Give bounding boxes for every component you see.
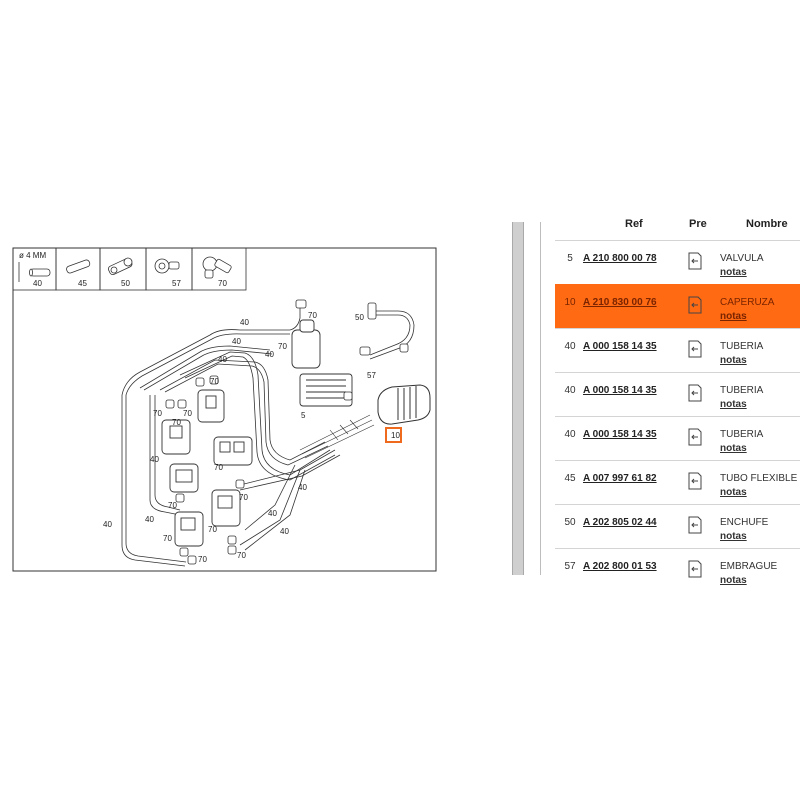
row-quantity: 50 xyxy=(564,517,576,528)
legend-fitting-icon xyxy=(203,257,232,278)
callout-70: 70 xyxy=(308,311,317,320)
part-name: ENCHUFE xyxy=(720,517,769,528)
callout-70: 70 xyxy=(208,525,217,534)
row-quantity: 5 xyxy=(567,253,573,264)
legend-hose-icon xyxy=(66,259,91,274)
notes-link[interactable]: notas xyxy=(720,487,747,498)
part-reference-link[interactable]: A 202 800 01 53 xyxy=(583,561,657,572)
document-arrow-icon[interactable] xyxy=(688,252,702,270)
callout-70: 70 xyxy=(237,551,246,560)
document-arrow-icon[interactable] xyxy=(688,384,702,402)
callout-50: 50 xyxy=(355,313,364,322)
document-arrow-icon[interactable] xyxy=(688,428,702,446)
document-arrow-icon[interactable] xyxy=(688,340,702,358)
table-row[interactable] xyxy=(555,504,800,548)
notes-link[interactable]: notas xyxy=(720,355,747,366)
callout-40: 40 xyxy=(268,509,277,518)
cap-part-drawing xyxy=(378,385,430,424)
part-name: EMBRAGUE xyxy=(720,561,778,572)
row-quantity: 45 xyxy=(564,473,576,484)
row-quantity: 10 xyxy=(564,297,576,308)
part-name: CAPERUZA xyxy=(720,297,775,308)
row-quantity: 40 xyxy=(564,341,576,352)
notes-link[interactable]: notas xyxy=(720,267,747,278)
document-arrow-icon[interactable] xyxy=(688,560,702,578)
legend-plug-icon xyxy=(107,257,133,275)
notes-link[interactable]: notas xyxy=(720,443,747,454)
part-reference-link[interactable]: A 210 800 00 78 xyxy=(583,253,657,264)
document-arrow-icon[interactable] xyxy=(688,516,702,534)
callout-70: 70 xyxy=(163,534,172,543)
legend-code-57: 57 xyxy=(172,279,181,288)
table-row[interactable] xyxy=(555,372,800,416)
part-name: TUBERIA xyxy=(720,385,764,396)
valve-blocks xyxy=(162,320,352,546)
part-name: TUBERIA xyxy=(720,341,764,352)
callout-70: 70 xyxy=(198,555,207,564)
row-quantity: 40 xyxy=(564,429,576,440)
table-row[interactable] xyxy=(555,328,800,372)
callout-40: 40 xyxy=(150,455,159,464)
document-arrow-icon[interactable] xyxy=(688,296,702,314)
legend-coupling-icon xyxy=(155,259,179,273)
table-row[interactable] xyxy=(555,548,800,592)
part-reference-link[interactable]: A 000 158 14 35 xyxy=(583,341,657,352)
callouts xyxy=(103,311,400,564)
callout-40: 40 xyxy=(280,527,289,536)
scrollbar[interactable] xyxy=(512,222,524,575)
part-name: TUBERIA xyxy=(720,429,764,440)
legend-spec-label: ø 4 MM xyxy=(19,251,47,260)
legend-code-70: 70 xyxy=(218,279,227,288)
callout-70: 70 xyxy=(278,342,287,351)
callout-40: 40 xyxy=(232,337,241,346)
legend-code-45: 45 xyxy=(78,279,87,288)
column-header-pre[interactable]: Pre xyxy=(689,218,707,230)
notes-link[interactable]: notas xyxy=(720,531,747,542)
document-arrow-icon[interactable] xyxy=(688,472,702,490)
notes-link[interactable]: notas xyxy=(720,575,747,586)
table-row[interactable] xyxy=(555,416,800,460)
callout-57: 57 xyxy=(367,371,376,380)
row-quantity: 40 xyxy=(564,385,576,396)
parts-table xyxy=(541,218,800,586)
part-name: TUBO FLEXIBLE xyxy=(720,473,798,484)
legend-code-40: 40 xyxy=(33,279,42,288)
callout-40: 40 xyxy=(298,483,307,492)
column-header-ref[interactable]: Ref xyxy=(625,218,643,230)
notes-link[interactable]: notas xyxy=(720,399,747,410)
tube-brush xyxy=(300,415,374,458)
part-reference-link[interactable]: A 000 158 14 35 xyxy=(583,429,657,440)
table-row[interactable] xyxy=(555,240,800,284)
row-quantity: 57 xyxy=(564,561,576,572)
callout-40: 40 xyxy=(265,350,274,359)
callout-5: 5 xyxy=(301,411,306,420)
callout-70: 70 xyxy=(183,409,192,418)
part-reference-link[interactable]: A 210 830 00 76 xyxy=(583,297,657,308)
callout-70: 70 xyxy=(210,377,219,386)
table-row-selected[interactable] xyxy=(555,284,800,328)
callout-70: 70 xyxy=(214,463,223,472)
callout-40: 40 xyxy=(145,515,154,524)
callout-40: 40 xyxy=(103,520,112,529)
legend-code-50: 50 xyxy=(121,279,130,288)
callout-70: 70 xyxy=(239,493,248,502)
callout-70: 70 xyxy=(153,409,162,418)
notes-link[interactable]: notas xyxy=(720,311,747,322)
callout-10: 10 xyxy=(391,431,400,440)
callout-70: 70 xyxy=(172,418,181,427)
part-name: VALVULA xyxy=(720,253,764,264)
part-reference-link[interactable]: A 202 805 02 44 xyxy=(583,517,657,528)
callout-40: 40 xyxy=(240,318,249,327)
part-reference-link[interactable]: A 000 158 14 35 xyxy=(583,385,657,396)
callout-40: 40 xyxy=(218,355,227,364)
column-header-name[interactable]: Nombre xyxy=(746,218,788,230)
part-reference-link[interactable]: A 007 997 61 82 xyxy=(583,473,657,484)
table-row[interactable] xyxy=(555,460,800,504)
callout-70: 70 xyxy=(168,501,177,510)
